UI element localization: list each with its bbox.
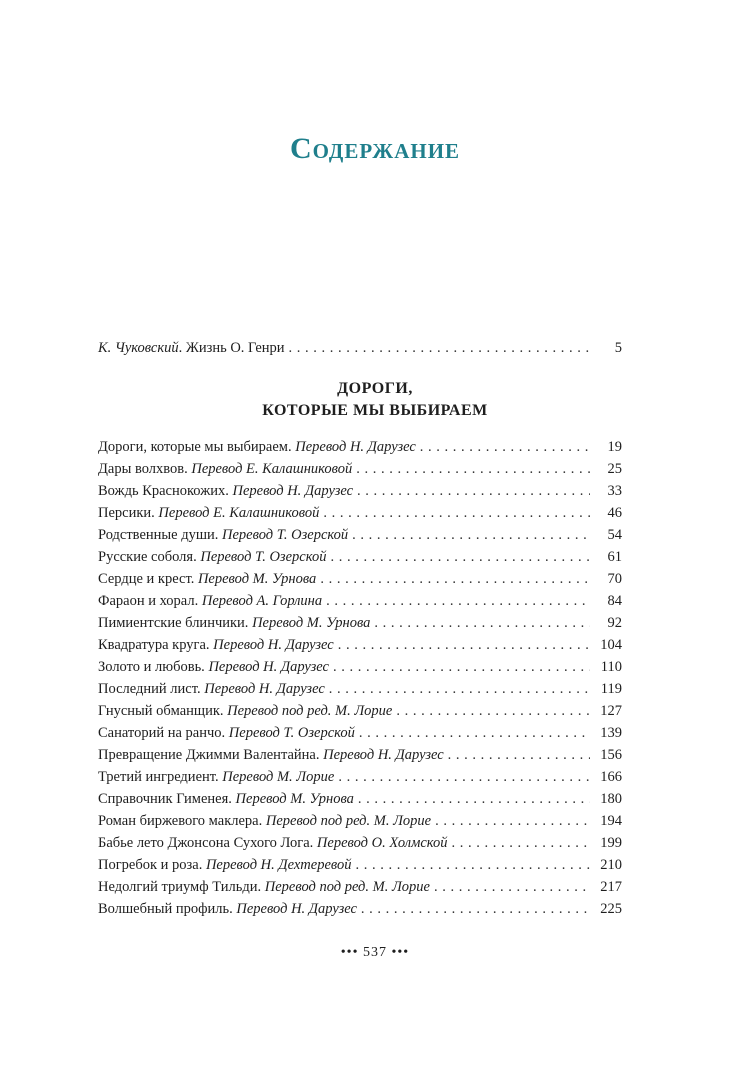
- entry-translator: Перевод Е. Калашниковой: [158, 505, 320, 521]
- entry-page-number: 25: [607, 461, 622, 477]
- toc-entry[interactable]: [98, 879, 622, 901]
- page-footer: [0, 945, 750, 961]
- entry-page-number: 33: [607, 483, 622, 499]
- toc-entry[interactable]: [98, 461, 622, 483]
- dot-leader: [338, 637, 590, 654]
- dot-leader: [323, 505, 590, 522]
- entry-page-number: 19: [607, 439, 622, 455]
- toc-entry[interactable]: [98, 439, 622, 461]
- entry-page-number: 119: [600, 681, 622, 697]
- page-title: Содержание: [289, 132, 461, 165]
- entry-title: Роман биржевого маклера.: [98, 813, 263, 829]
- entry-title: Родственные души.: [98, 527, 219, 543]
- entry-translator: Перевод Н. Дехтеревой: [205, 857, 352, 873]
- toc-entry[interactable]: [98, 593, 622, 615]
- dot-leader: [452, 835, 590, 852]
- ornament-right: •••: [391, 945, 410, 960]
- toc-entry[interactable]: [98, 505, 622, 527]
- entry-translator: Перевод Н. Дарузес: [323, 747, 444, 763]
- entry-title: Русские соболя.: [98, 549, 197, 565]
- dot-leader: [330, 549, 590, 566]
- dot-leader: [326, 593, 590, 610]
- toc-entry[interactable]: [98, 791, 622, 813]
- entry-title: Дороги, которые мы выбираем.: [98, 439, 292, 455]
- entry-page-number: 127: [600, 703, 622, 719]
- toc-entry[interactable]: [98, 681, 622, 703]
- toc-entry[interactable]: [98, 901, 622, 923]
- dot-leader: [289, 340, 590, 357]
- entry-page-number: 210: [600, 857, 622, 873]
- entry-title: Пимиентские блинчики.: [98, 615, 249, 631]
- entry-title: Превращение Джимми Валентайна.: [98, 747, 320, 763]
- toc-entry[interactable]: [98, 769, 622, 791]
- entry-page-number: 54: [607, 527, 622, 543]
- toc-entry[interactable]: [98, 703, 622, 725]
- entry-page-number: 84: [607, 593, 622, 609]
- toc-entry[interactable]: [98, 857, 622, 879]
- toc-entry[interactable]: [98, 835, 622, 857]
- entry-translator: Перевод А. Горлина: [201, 593, 323, 609]
- dot-leader: [356, 461, 590, 478]
- toc-entry[interactable]: [98, 615, 622, 637]
- entry-title: Недолгий триумф Тильди.: [98, 879, 262, 895]
- section-heading-line-2: КОТОРЫЕ МЫ ВЫБИРАЕМ: [262, 402, 488, 419]
- dot-leader: [361, 901, 590, 918]
- entry-title: Гнусный обманщик.: [98, 703, 224, 719]
- footer-page-number: 537: [363, 945, 387, 960]
- toc-entry[interactable]: [98, 813, 622, 835]
- dot-leader: [333, 659, 590, 676]
- section-heading-line-1: ДОРОГИ,: [337, 380, 413, 397]
- entry-page-number: 166: [600, 769, 622, 785]
- dot-leader: [356, 857, 591, 874]
- dot-leader: [448, 747, 590, 764]
- entry-title: Золото и любовь.: [98, 659, 205, 675]
- entry-translator: Перевод О. Холмской: [316, 835, 448, 851]
- entry-page-number: 46: [607, 505, 622, 521]
- entry-translator: Перевод М. Лорие: [222, 769, 335, 785]
- dot-leader: [359, 725, 590, 742]
- entry-title: Погребок и роза.: [98, 857, 203, 873]
- entry-author: К. Чуковский: [98, 340, 179, 356]
- entry-title: Бабье лето Джонсона Сухого Лога.: [98, 835, 314, 851]
- entry-page-number: 110: [600, 659, 622, 675]
- entry-page-number: 104: [600, 637, 622, 653]
- entry-page-number: 199: [600, 835, 622, 851]
- entry-title: Волшебный профиль.: [98, 901, 233, 917]
- dot-leader: [420, 439, 590, 456]
- dot-leader: [358, 791, 590, 808]
- ornament-left: •••: [340, 945, 359, 960]
- entry-translator: Перевод Н. Дарузес: [232, 483, 354, 499]
- toc-entry[interactable]: [98, 549, 622, 571]
- dot-leader: [329, 681, 590, 698]
- entry-title: Дары волхвов.: [98, 461, 188, 477]
- dot-leader: [374, 615, 590, 632]
- entry-title: Вождь Краснокожих.: [98, 483, 229, 499]
- entry-title: Последний лист.: [98, 681, 201, 697]
- toc-entry-list: [98, 439, 622, 923]
- entry-title: . Жизнь О. Генри: [178, 340, 285, 356]
- toc-entry[interactable]: [98, 571, 622, 593]
- entry-page-number: 225: [600, 901, 622, 917]
- entry-translator: Перевод Н. Дарузес: [213, 637, 334, 653]
- entry-page-number: 92: [607, 615, 622, 631]
- toc-entry[interactable]: [98, 637, 622, 659]
- entry-translator: Перевод М. Урнова: [252, 615, 371, 631]
- entry-translator: Перевод Н. Дарузес: [204, 681, 325, 697]
- dot-leader: [352, 527, 590, 544]
- entry-page-number: 70: [607, 571, 622, 587]
- entry-title: Персики.: [98, 505, 155, 521]
- toc-entry[interactable]: [98, 659, 622, 681]
- entry-translator: Перевод Н. Дарузес: [295, 439, 416, 455]
- entry-translator: Перевод Н. Дарузес: [208, 659, 329, 675]
- toc-entry[interactable]: [98, 747, 622, 769]
- entry-page-number: 194: [600, 813, 622, 829]
- dot-leader: [320, 571, 590, 588]
- entry-translator: Перевод Т. Озерской: [228, 725, 355, 741]
- dot-leader: [396, 703, 590, 720]
- dot-leader: [338, 769, 590, 786]
- toc-entry-intro[interactable]: [98, 340, 622, 362]
- entry-page-number: 61: [607, 549, 622, 565]
- entry-translator: Перевод под ред. М. Лорие: [264, 879, 430, 895]
- entry-translator: Перевод Н. Дарузес: [236, 901, 357, 917]
- dot-leader: [434, 879, 590, 896]
- entry-page-number: 139: [600, 725, 622, 741]
- entry-translator: Перевод Т. Озерской: [222, 527, 349, 543]
- entry-page-number: 217: [600, 879, 622, 895]
- entry-title: Третий ингредиент.: [98, 769, 219, 785]
- entry-title: Справочник Гименея.: [98, 791, 232, 807]
- toc-entry[interactable]: [98, 483, 622, 505]
- toc-entry[interactable]: [98, 527, 622, 549]
- entry-translator: Перевод под ред. М. Лорие: [227, 703, 393, 719]
- entry-page-number: 180: [600, 791, 622, 807]
- entry-translator: Перевод под ред. М. Лорие: [265, 813, 432, 829]
- entry-title: Санаторий на ранчо.: [98, 725, 226, 741]
- entry-translator: Перевод Е. Калашниковой: [191, 461, 353, 477]
- entry-page-number: 5: [614, 340, 622, 356]
- toc-entry[interactable]: [98, 725, 622, 747]
- entry-translator: Перевод М. Урнова: [197, 571, 317, 587]
- entry-title: Сердце и крест.: [98, 571, 195, 587]
- entry-translator: Перевод М. Урнова: [235, 791, 354, 807]
- section-heading: [0, 378, 750, 422]
- intro-entry-list: [98, 340, 622, 362]
- dot-leader: [435, 813, 590, 830]
- entry-translator: Перевод Т. Озерской: [200, 549, 327, 565]
- dot-leader: [357, 483, 590, 500]
- entry-title: Квадратура круга.: [98, 637, 210, 653]
- entry-page-number: 156: [600, 747, 622, 763]
- entry-title: Фараон и хорал.: [98, 593, 199, 609]
